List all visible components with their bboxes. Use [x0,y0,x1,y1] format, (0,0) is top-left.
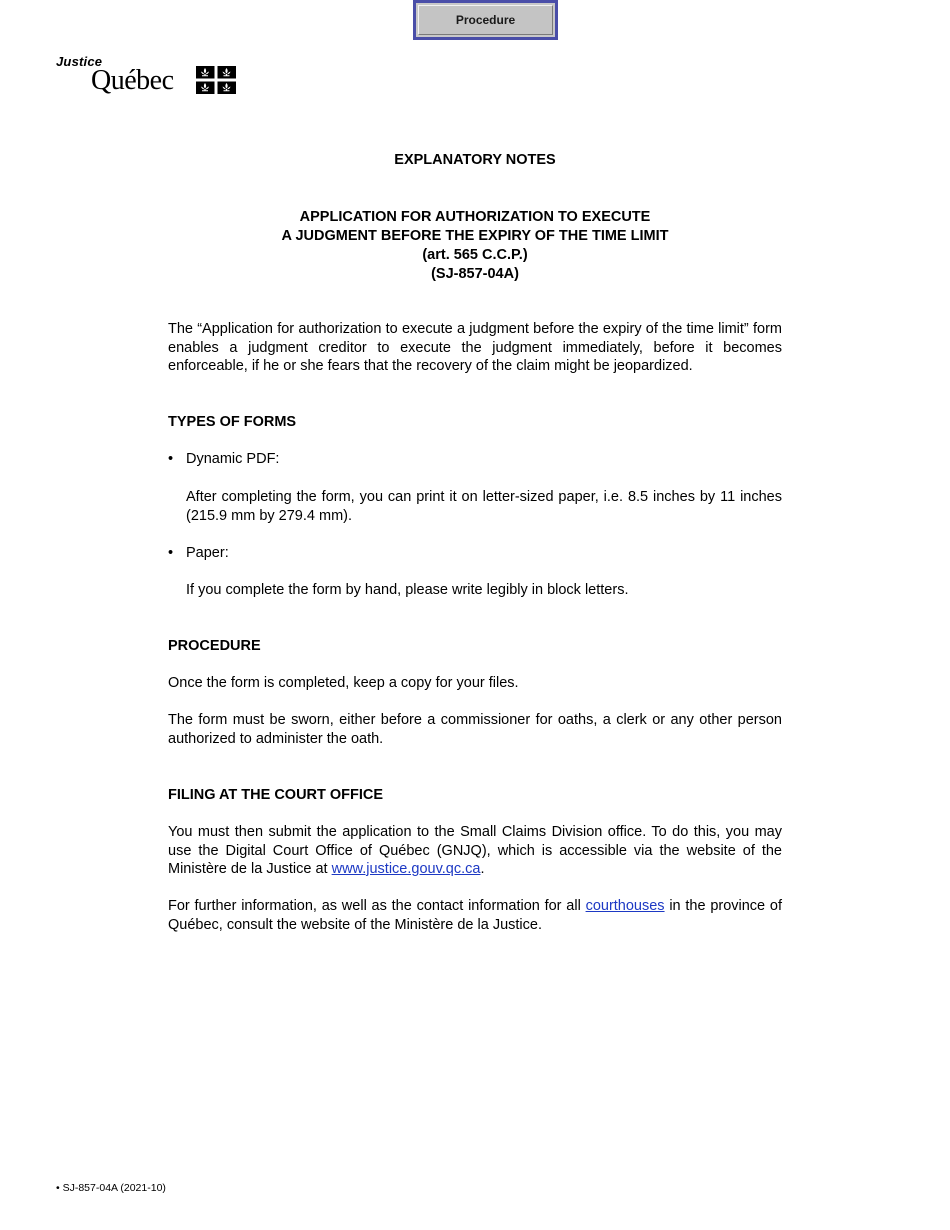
procedure-paragraph-2: The form must be sworn, either before a commissioner for oaths, a clerk or any other person authorized to administer the oath. [168,712,782,747]
document-title-line: (SJ-857-04A) [431,266,519,282]
filing-text: in the province of Québec, consult the website of the Ministère de la Justice. [168,898,782,933]
courthouses-link[interactable]: courthouses [585,898,665,914]
list-item-paper [168,544,782,563]
form-code-footer: • SJ-857-04A (2021-10) [56,1182,166,1194]
filing-paragraph-2 [168,897,782,934]
bullet-symbol: • [168,451,174,467]
procedure-button[interactable] [413,0,558,40]
justice-website-link[interactable]: www.justice.gouv.qc.ca [331,861,481,877]
document-title-line: (art. 565 C.C.P.) [422,247,528,263]
logo-justice-text: Justice [56,54,103,69]
document-title-line: A JUDGMENT BEFORE THE EXPIRY OF THE TIME LIMIT [281,228,669,244]
procedure-button-label: Procedure [418,5,553,35]
procedure-paragraph-1: Once the form is completed, keep a copy for your files. [168,675,519,691]
intro-paragraph: The “Application for authorization to execute a judgment before the expiry of the time limit” form enables a judgment creditor to execute the judgment immediately, before it becomes enforceable, if he or she fears that the recovery of the claim might be jeopardized. [168,321,782,374]
filing-text: For further information, as well as the contact information for all [168,898,586,914]
types-heading: TYPES OF FORMS [168,414,297,430]
list-item-label: Dynamic PDF: [186,451,280,467]
procedure-heading: PROCEDURE [168,638,261,654]
document-title [0,208,950,284]
filing-paragraph-1 [168,823,782,879]
list-item-text: After completing the form, you can print it on letter-sized paper, i.e. 8.5 inches by 11 inches (215.9 mm by 279.4 mm). [186,489,782,524]
bullet-symbol: • [168,545,174,561]
quebec-flag-icon [196,66,236,94]
list-item-label: Paper: [186,545,229,561]
filing-heading: FILING AT THE COURT OFFICE [168,787,384,803]
filing-text: You must then submit the application to the Small Claims Division office. To do this, you may use the Digital Court Office of Québec (GNJQ), which is accessible via the website of the Ministère de la Justice at [168,824,782,877]
section-title: EXPLANATORY NOTES [394,152,556,168]
document-title-line: APPLICATION FOR AUTHORIZATION TO EXECUTE [299,209,651,225]
justice-quebec-logo [56,54,241,102]
logo-quebec-text: Québec [91,65,174,96]
list-item-text: If you complete the form by hand, please write legibly in block letters. [186,582,629,598]
list-item-dynamic-pdf [168,450,782,469]
filing-text: . [480,861,485,877]
